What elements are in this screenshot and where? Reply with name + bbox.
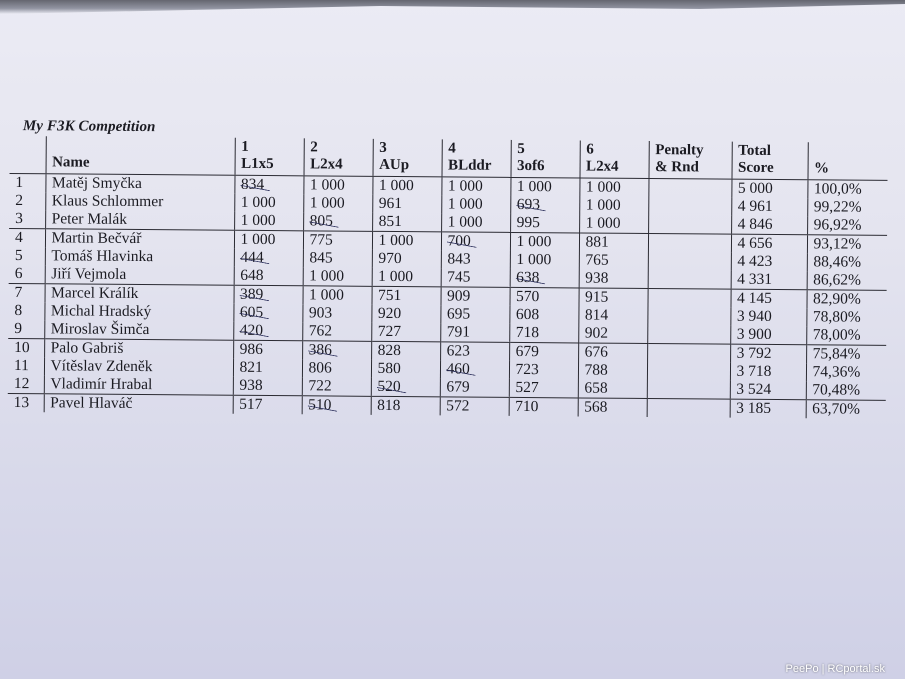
round-4-score: 909 xyxy=(440,287,509,306)
header-rank xyxy=(10,136,46,174)
round-3-score: 818 xyxy=(371,396,440,415)
round-6-score: 902 xyxy=(578,324,647,343)
penalty-cell xyxy=(647,380,730,399)
round-1-score: 986 xyxy=(233,340,302,359)
rank-cell: 9 xyxy=(8,320,44,339)
round-2-score: 1 000 xyxy=(302,286,371,305)
rank-cell: 7 xyxy=(14,284,23,302)
round-1-score xyxy=(234,249,303,268)
round-3-score: 961 xyxy=(372,195,441,214)
penalty-cell xyxy=(648,234,731,253)
total-score: 3 792 xyxy=(730,344,806,363)
total-score: 3 718 xyxy=(730,363,806,382)
results-sheet xyxy=(7,112,890,459)
discarded-score: 520 xyxy=(377,377,401,396)
rank-cell: 6 xyxy=(9,265,45,284)
round-1-score: 1 000 xyxy=(234,230,303,249)
discarded-score: 638 xyxy=(516,268,540,287)
round-6-score: 915 xyxy=(578,288,647,307)
round-1-score xyxy=(234,285,303,304)
discarded-score: 386 xyxy=(308,341,332,359)
pilot-name: Vladimír Hrabal xyxy=(44,375,233,395)
round-1-score: 648 xyxy=(234,267,303,286)
discarded-score: 460 xyxy=(446,360,470,378)
discarded-score: 420 xyxy=(239,321,264,339)
total-score: 3 524 xyxy=(730,381,806,400)
total-score: 4 846 xyxy=(731,216,807,235)
pilot-name: Matěj Smyčka xyxy=(45,174,234,194)
rank-cell: 4 xyxy=(14,229,23,247)
header-percent: % xyxy=(807,142,887,180)
round-4-score: 623 xyxy=(440,342,509,361)
round-1-score: 821 xyxy=(233,359,302,378)
round-3-score: 920 xyxy=(371,305,440,324)
discarded-score: 805 xyxy=(309,212,333,230)
pilot-name: Vítěslav Zdeněk xyxy=(44,357,233,376)
round-1-score xyxy=(233,304,302,323)
header-round-2: 2 L2x4 xyxy=(304,138,373,176)
round-3-score: 1 000 xyxy=(372,176,441,195)
round-5-score: 679 xyxy=(509,342,578,361)
discarded-score: 510 xyxy=(308,396,332,414)
percent-score: 74,36% xyxy=(806,363,886,382)
pilot-name: Peter Malák xyxy=(45,210,234,230)
penalty-cell xyxy=(648,215,731,234)
percent-score: 86,62% xyxy=(807,271,887,290)
round-2-score xyxy=(302,341,371,360)
round-5-score xyxy=(510,269,579,288)
results-body xyxy=(8,173,888,418)
total-score: 3 900 xyxy=(730,326,806,345)
round-4-score: 572 xyxy=(440,397,509,416)
results-table xyxy=(8,136,888,419)
round-3-score: 751 xyxy=(371,286,440,305)
round-2-score: 775 xyxy=(303,231,372,250)
rank-cell: 12 xyxy=(8,375,44,394)
discarded-score: 444 xyxy=(240,248,264,266)
round-5-score: 608 xyxy=(509,306,578,325)
round-1-score: 938 xyxy=(233,377,302,396)
percent-score: 99,22% xyxy=(807,198,887,217)
pilot-name: Marcel Králík xyxy=(45,284,234,304)
discarded-score: 693 xyxy=(516,195,541,214)
penalty-cell xyxy=(648,197,731,216)
percent-score: 82,90% xyxy=(806,290,886,309)
round-5-score: 1 000 xyxy=(510,251,579,270)
round-6-score: 676 xyxy=(578,343,647,362)
round-6-score: 938 xyxy=(579,269,648,288)
round-4-score: 1 000 xyxy=(441,213,510,232)
penalty-cell xyxy=(648,179,731,198)
pilot-name: Miroslav Šimča xyxy=(44,320,233,340)
round-2-score: 903 xyxy=(302,304,371,323)
pilot-name: Martin Bečvář xyxy=(45,229,234,249)
percent-score: 93,12% xyxy=(807,235,887,254)
round-1-score: 1 000 xyxy=(234,212,303,231)
discarded-score: 834 xyxy=(240,175,265,193)
header-penalty: Penalty & Rnd xyxy=(648,141,731,179)
round-3-score: 580 xyxy=(371,360,440,379)
round-3-score: 851 xyxy=(372,213,441,232)
round-1-score: 517 xyxy=(233,395,302,414)
pilot-name: Pavel Hlaváč xyxy=(44,394,233,414)
round-3-score: 828 xyxy=(371,341,440,360)
round-3-score: 970 xyxy=(372,250,441,269)
round-4-score xyxy=(441,232,510,251)
round-3-score: 727 xyxy=(371,323,440,342)
rank-cell: 5 xyxy=(14,247,23,265)
round-4-score: 843 xyxy=(441,250,510,269)
round-4-score: 1 000 xyxy=(441,195,510,214)
round-2-score xyxy=(303,212,372,231)
pilot-name: Tomáš Hlavinka xyxy=(45,247,234,266)
round-6-score: 788 xyxy=(578,361,647,380)
competition-title: My F3K Competition xyxy=(22,118,156,136)
round-2-score: 1 000 xyxy=(303,194,372,213)
pilot-name: Klaus Schlommer xyxy=(45,192,234,211)
header-round-6: 6 L2x4 xyxy=(579,140,648,178)
round-2-score xyxy=(302,396,371,415)
round-2-score: 1 000 xyxy=(303,176,372,195)
round-3-score xyxy=(371,378,440,397)
pilot-name: Jiří Vejmola xyxy=(45,265,234,285)
header-round-3: 3 AUp xyxy=(373,139,442,177)
round-5-score: 718 xyxy=(509,324,578,343)
round-5-score: 710 xyxy=(509,397,578,416)
round-6-score: 1 000 xyxy=(579,214,648,233)
header-name: Name xyxy=(46,136,235,175)
round-2-score: 845 xyxy=(303,249,372,268)
total-score: 5 000 xyxy=(731,179,807,198)
discarded-score: 605 xyxy=(239,303,264,321)
rank-cell: 11 xyxy=(13,357,30,375)
round-4-score: 745 xyxy=(441,268,510,287)
rank-cell: 1 xyxy=(15,174,24,192)
round-1-score: 1 000 xyxy=(234,194,303,213)
percent-score: 78,80% xyxy=(806,308,886,327)
percent-score: 63,70% xyxy=(806,400,886,419)
photo-edge-shadow xyxy=(0,0,905,14)
round-6-score: 568 xyxy=(578,398,647,417)
rank-cell: 13 xyxy=(13,394,30,412)
round-5-score: 723 xyxy=(509,361,578,380)
total-score: 3 185 xyxy=(730,399,806,418)
penalty-cell xyxy=(647,362,730,381)
round-6-score: 881 xyxy=(579,233,648,252)
round-5-score: 570 xyxy=(509,287,578,306)
rank-cell: 2 xyxy=(15,192,24,210)
pilot-name: Palo Gabriš xyxy=(44,339,233,359)
round-5-score: 1 000 xyxy=(510,232,579,251)
penalty-cell xyxy=(647,344,730,363)
round-4-score: 679 xyxy=(440,378,509,397)
total-score: 4 423 xyxy=(731,253,807,272)
round-1-score xyxy=(234,175,303,194)
round-4-score xyxy=(440,360,509,379)
round-2-score: 806 xyxy=(302,359,371,378)
total-score: 4 961 xyxy=(731,198,807,217)
penalty-cell xyxy=(648,270,731,289)
round-5-score: 527 xyxy=(509,379,578,398)
percent-score: 78,00% xyxy=(806,326,886,345)
penalty-cell xyxy=(647,325,730,344)
total-score: 4 331 xyxy=(731,271,807,290)
rank-cell: 3 xyxy=(9,210,45,229)
round-5-score xyxy=(510,196,579,215)
percent-score: 96,92% xyxy=(807,216,887,235)
round-6-score: 814 xyxy=(578,306,647,325)
round-4-score: 791 xyxy=(440,323,509,342)
penalty-cell xyxy=(647,289,730,308)
round-6-score: 658 xyxy=(578,379,647,398)
round-2-score: 762 xyxy=(302,322,371,341)
discarded-score: 389 xyxy=(240,285,264,303)
header-round-4: 4 BLddr xyxy=(442,139,511,177)
penalty-cell xyxy=(647,307,730,326)
round-3-score: 1 000 xyxy=(372,268,441,287)
percent-score: 100,0% xyxy=(807,180,887,199)
total-score: 4 656 xyxy=(731,234,807,253)
pilot-name: Michal Hradský xyxy=(44,302,233,321)
penalty-cell xyxy=(648,252,731,271)
percent-score: 75,84% xyxy=(806,345,886,364)
round-2-score: 722 xyxy=(302,377,371,396)
round-5-score: 1 000 xyxy=(510,177,579,196)
header-total: Total Score xyxy=(731,142,807,180)
rank-cell: 8 xyxy=(14,302,23,320)
round-4-score: 695 xyxy=(440,305,509,324)
total-score: 4 145 xyxy=(730,289,806,308)
discarded-score: 700 xyxy=(447,232,471,250)
round-2-score: 1 000 xyxy=(303,267,372,286)
round-5-score: 995 xyxy=(510,214,579,233)
rank-cell: 10 xyxy=(14,339,30,357)
round-4-score: 1 000 xyxy=(441,177,510,196)
penalty-cell xyxy=(647,399,730,418)
header-round-5: 5 3of6 xyxy=(511,140,580,178)
round-6-score: 765 xyxy=(579,251,648,270)
round-3-score: 1 000 xyxy=(372,231,441,250)
photo-credit: PeePo | RCportal.sk xyxy=(785,663,885,675)
round-6-score: 1 000 xyxy=(579,196,648,215)
percent-score: 88,46% xyxy=(807,253,887,272)
total-score: 3 940 xyxy=(730,308,806,327)
round-1-score xyxy=(233,322,302,341)
round-6-score: 1 000 xyxy=(579,178,648,197)
percent-score: 70,48% xyxy=(806,381,886,400)
header-round-1: 1 L1x5 xyxy=(235,138,304,176)
